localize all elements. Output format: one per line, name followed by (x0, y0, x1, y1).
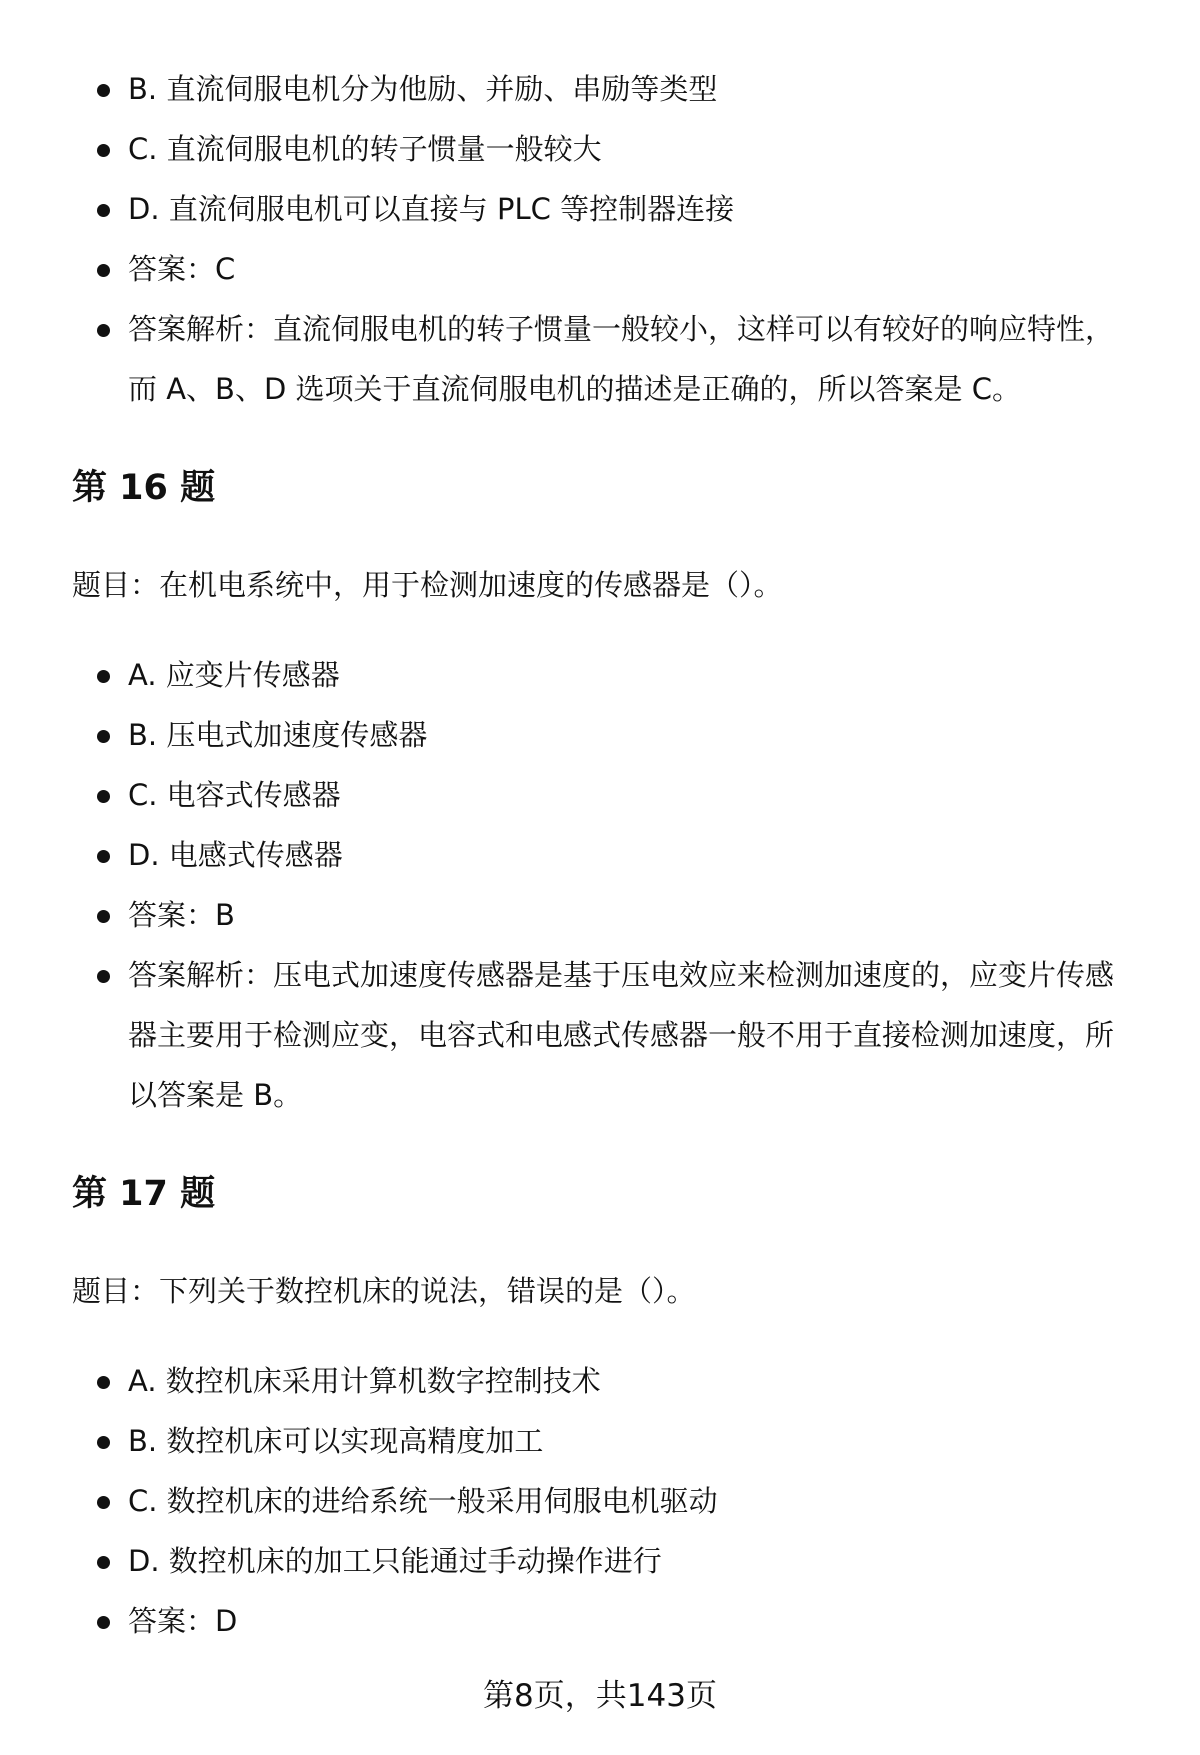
option-d: D. 电感式传感器 (0, 825, 1200, 885)
prev-question-block (0, 59, 1200, 419)
question-16-block (0, 645, 1200, 1125)
option-c: C. 电容式传感器 (0, 765, 1200, 825)
prev-question-options (0, 59, 1200, 419)
option-a: A. 应变片传感器 (0, 645, 1200, 705)
question-16-text: 题目：在机电系统中，用于检测加速度的传感器是（）。 (72, 568, 783, 602)
answer: 答案：D (0, 1591, 1200, 1651)
option-d: D. 数控机床的加工只能通过手动操作进行 (0, 1531, 1200, 1591)
page-number-footer: 第8页，共143页 (483, 1678, 717, 1714)
answer: 答案：C (0, 239, 1200, 299)
option-b: B. 数控机床可以实现高精度加工 (0, 1411, 1200, 1471)
question-17-heading: 第 17 题 (72, 1174, 216, 1214)
option-c: C. 直流伺服电机的转子惯量一般较大 (0, 119, 1200, 179)
option-b: B. 直流伺服电机分为他励、并励、串励等类型 (0, 59, 1200, 119)
question-17-block (0, 1351, 1200, 1651)
answer: 答案：B (0, 885, 1200, 945)
option-c: C. 数控机床的进给系统一般采用伺服电机驱动 (0, 1471, 1200, 1531)
question-16-options (0, 645, 1200, 1125)
question-16-heading: 第 16 题 (72, 468, 216, 508)
answer-explanation: 答案解析：直流伺服电机的转子惯量一般较小，这样可以有较好的响应特性，而 A、B、D 选项关于直流伺服电机的描述是正确的，所以答案是 C。 (0, 299, 1200, 419)
question-17-text: 题目：下列关于数控机床的说法，错误的是（）。 (72, 1274, 696, 1308)
option-a: A. 数控机床采用计算机数字控制技术 (0, 1351, 1200, 1411)
option-b: B. 压电式加速度传感器 (0, 705, 1200, 765)
option-d: D. 直流伺服电机可以直接与 PLC 等控制器连接 (0, 179, 1200, 239)
question-17-options (0, 1351, 1200, 1651)
answer-explanation: 答案解析：压电式加速度传感器是基于压电效应来检测加速度的，应变片传感器主要用于检测应变，电容式和电感式传感器一般不用于直接检测加速度，所以答案是 B。 (0, 945, 1200, 1125)
